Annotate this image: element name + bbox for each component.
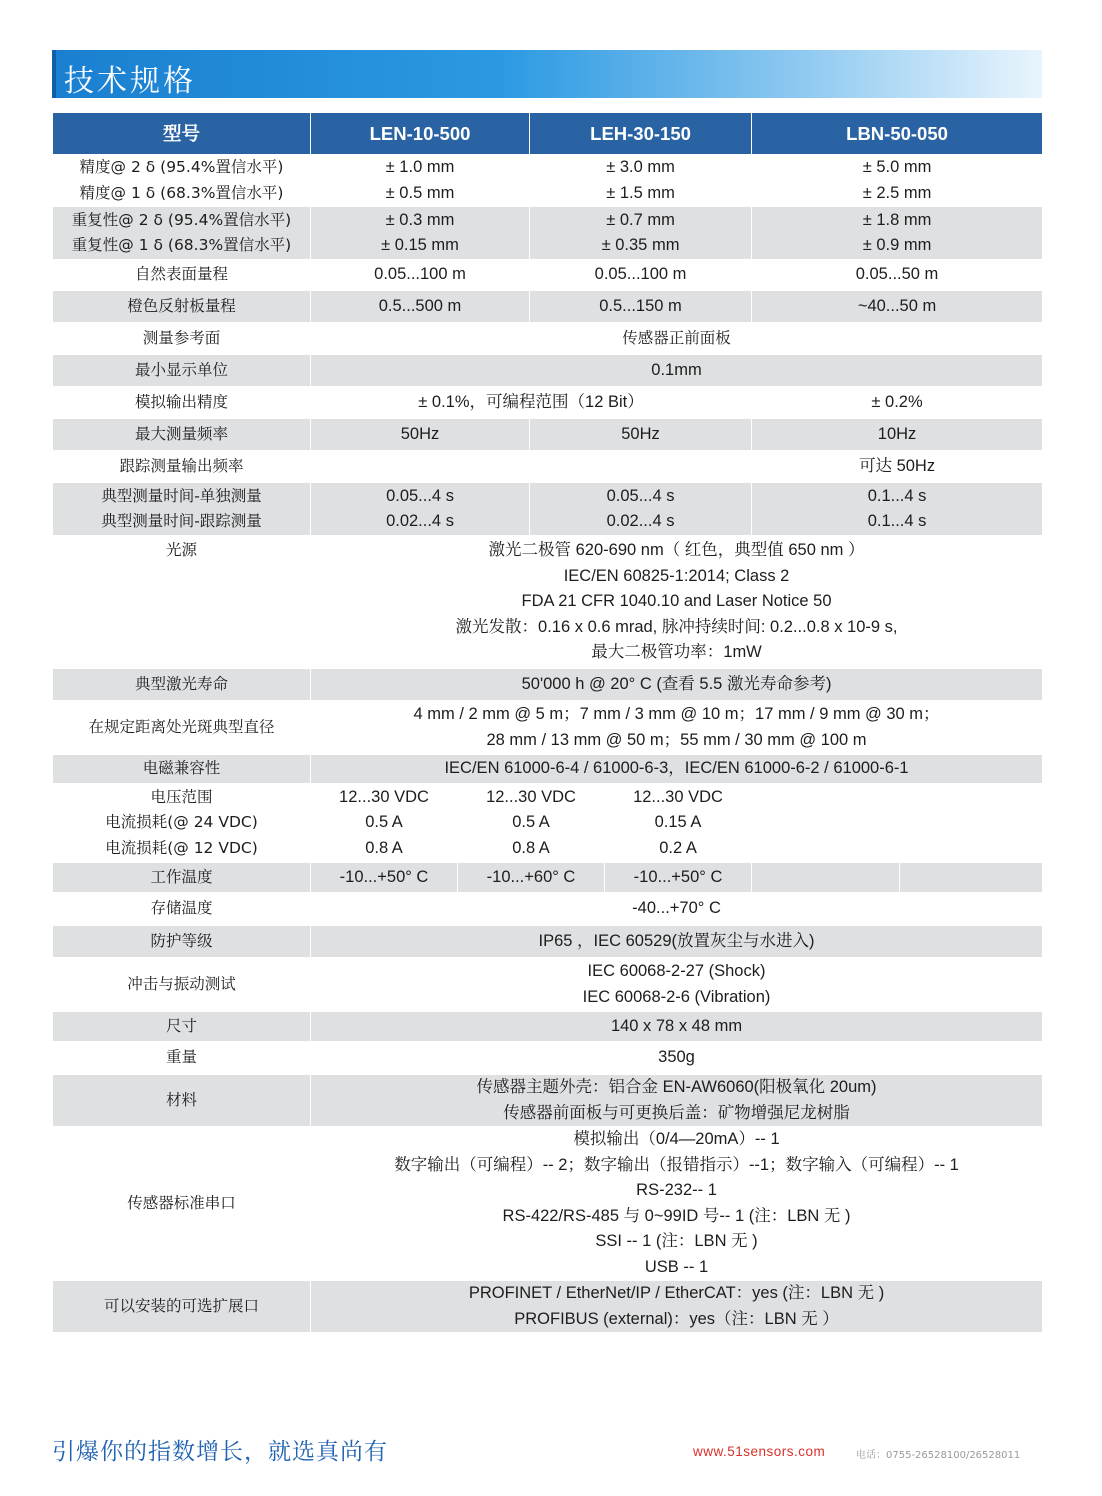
- row-label: 尺寸: [53, 1012, 311, 1042]
- cell-model-1: ± 0.3 mm ± 0.15 mm: [311, 207, 530, 260]
- cell-empty: [752, 784, 900, 863]
- row-label: 典型测量时间-单独测量 典型测量时间-跟踪测量: [53, 483, 311, 536]
- row-dimensions: [53, 1012, 1043, 1042]
- row-label: 光源: [53, 536, 311, 669]
- cell-all-models: 50'000 h @ 20° C (查看 5.5 激光寿命参考): [311, 669, 1043, 701]
- cell-all-models: 传感器主题外壳：铝合金 EN-AW6060(阳极氧化 20um) 传感器前面板与可更换后盖：矿物增强尼龙树脂: [311, 1075, 1043, 1127]
- row-label: 最大测量频率: [53, 419, 311, 451]
- cell-model-1: 0.05...4 s 0.02...4 s: [311, 483, 530, 536]
- row-label: 电压范围 电流损耗(@ 24 VDC) 电流损耗(@ 12 VDC): [53, 784, 311, 863]
- row-light-source: [53, 536, 1043, 669]
- cell-model-1: 12...30 VDC 0.5 A 0.8 A: [311, 784, 458, 863]
- section-title: 技术规格: [64, 64, 196, 99]
- row-expansion: [53, 1281, 1043, 1333]
- row-analog-accuracy: [53, 387, 1043, 419]
- cell-all-models: 4 mm / 2 mm @ 5 m；7 mm / 3 mm @ 10 m；17 mm / 9 mm @ 30 m； 28 mm / 13 mm @ 50 m；55 mm / 30 mm @ 100 m: [311, 701, 1043, 755]
- row-natural-range: [53, 260, 1043, 291]
- section-title-bar: [52, 50, 1042, 98]
- cell-all-models: 模拟输出（0/4—20mA）-- 1 数字输出（可编程）-- 2；数字输出（报错指示）--1；数字输入（可编程）-- 1 RS-232-- 1 RS-422/RS-485 与 0~99ID 号-- 1 (注：LBN 无 ) SSI -- 1 (注：LBN 无 ) USB -- 1: [311, 1127, 1043, 1281]
- row-label: 材料: [53, 1075, 311, 1127]
- cell-model-2: ± 0.7 mm ± 0.35 mm: [530, 207, 752, 260]
- row-label: 精度@ 2 δ (95.4%置信水平) 精度@ 1 δ (68.3%置信水平): [53, 155, 311, 207]
- cell-model-1: -10...+50° C: [311, 863, 458, 893]
- cell-model-3: 0.05...50 m: [752, 260, 1043, 291]
- row-label: 重量: [53, 1042, 311, 1075]
- footer-phone: 电话：0755-26528100/26528011: [856, 1450, 1021, 1461]
- cell-all-models: 140 x 78 x 48 mm: [311, 1012, 1043, 1042]
- cell-all-models: IEC 60068-2-27 (Shock) IEC 60068-2-6 (Vibration): [311, 958, 1043, 1012]
- row-reflector-range: [53, 291, 1043, 323]
- cell-model-2: ± 3.0 mm ± 1.5 mm: [530, 155, 752, 207]
- cell-all-models: -40...+70° C: [311, 893, 1043, 926]
- row-min-display: [53, 355, 1043, 387]
- cell-model-3: ± 0.2%: [752, 387, 1043, 419]
- row-power: [53, 784, 1043, 863]
- footer-slogan: 引爆你的指数增长，就选真尚有: [52, 1439, 388, 1465]
- row-spot-diameter: [53, 701, 1043, 755]
- cell-model-3: ± 5.0 mm ± 2.5 mm: [752, 155, 1043, 207]
- row-label: 典型激光寿命: [53, 669, 311, 701]
- cell-all-models: 350g: [311, 1042, 1043, 1075]
- cell-model-1: ± 1.0 mm ± 0.5 mm: [311, 155, 530, 207]
- cell-empty: [900, 863, 1043, 893]
- cell-model-3: 可达 50Hz: [752, 451, 1043, 483]
- cell-model-3: ~40...50 m: [752, 291, 1043, 323]
- cell-all-models: PROFINET / EtherNet/IP / EtherCAT：yes (注：LBN 无 ) PROFIBUS (external)：yes（注：LBN 无 ）: [311, 1281, 1043, 1333]
- row-operating-temp: [53, 863, 1043, 893]
- cell-empty: [900, 784, 1043, 863]
- cell-model-3: 0.1...4 s 0.1...4 s: [752, 483, 1043, 536]
- header-model-3: LBN-50-050: [752, 113, 1043, 155]
- row-label: 测量参考面: [53, 323, 311, 355]
- row-measure-time: [53, 483, 1043, 536]
- cell-model-2: 0.05...4 s 0.02...4 s: [530, 483, 752, 536]
- row-label: 传感器标准串口: [53, 1127, 311, 1281]
- header-model-label: 型号: [53, 113, 311, 155]
- cell-model-2: 0.05...100 m: [530, 260, 752, 291]
- row-label: 最小显示单位: [53, 355, 311, 387]
- row-label: 重复性@ 2 δ (95.4%置信水平) 重复性@ 1 δ (68.3%置信水平): [53, 207, 311, 260]
- row-label: 橙色反射板量程: [53, 291, 311, 323]
- row-label: 自然表面量程: [53, 260, 311, 291]
- cell-model-1: 50Hz: [311, 419, 530, 451]
- header-model-1: LEN-10-500: [311, 113, 530, 155]
- table-header-row: [53, 113, 1043, 155]
- row-max-frequency: [53, 419, 1043, 451]
- cell-all-models: 传感器正前面板: [311, 323, 1043, 355]
- row-label: 模拟输出精度: [53, 387, 311, 419]
- row-emc: [53, 755, 1043, 784]
- row-label: 跟踪测量输出频率: [53, 451, 311, 483]
- row-laser-life: [53, 669, 1043, 701]
- cell-model-3: 10Hz: [752, 419, 1043, 451]
- row-shock: [53, 958, 1043, 1012]
- row-storage-temp: [53, 893, 1043, 926]
- cell-model-3: -10...+50° C: [605, 863, 752, 893]
- row-tracking-frequency: [53, 451, 1043, 483]
- row-label: 可以安装的可选扩展口: [53, 1281, 311, 1333]
- row-label: 在规定距离处光斑典型直径: [53, 701, 311, 755]
- cell-model-2: 0.5...150 m: [530, 291, 752, 323]
- cell-empty: [752, 863, 900, 893]
- header-model-2: LEH-30-150: [530, 113, 752, 155]
- cell-model-2: 12...30 VDC 0.5 A 0.8 A: [458, 784, 605, 863]
- cell-model-3: 12...30 VDC 0.15 A 0.2 A: [605, 784, 752, 863]
- cell-model-1: 0.05...100 m: [311, 260, 530, 291]
- row-label: 电磁兼容性: [53, 755, 311, 784]
- row-label: 工作温度: [53, 863, 311, 893]
- row-protection: [53, 926, 1043, 958]
- row-label: 冲击与振动测试: [53, 958, 311, 1012]
- row-material: [53, 1075, 1043, 1127]
- cell-model-2: 50Hz: [530, 419, 752, 451]
- spec-table: [52, 112, 1043, 1333]
- row-accuracy: [53, 155, 1043, 207]
- footer-website-link[interactable]: www.51sensors.com: [693, 1444, 826, 1459]
- cell-model-1-2: [311, 451, 752, 483]
- cell-all-models: 激光二极管 620-690 nm（ 红色，典型值 650 nm ） IEC/EN 60825-1:2014; Class 2 FDA 21 CFR 1040.10 and Laser Notice 50 激光发散：0.16 x 0.6 mrad, 脉冲持续时间: 0.2...0.8 x 10-9 s, 最大二极管功率：1mW: [311, 536, 1043, 669]
- row-label: 存储温度: [53, 893, 311, 926]
- cell-all-models: IEC/EN 61000-6-4 / 61000-6-3，IEC/EN 61000-6-2 / 61000-6-1: [311, 755, 1043, 784]
- row-reference-plane: [53, 323, 1043, 355]
- row-weight: [53, 1042, 1043, 1075]
- cell-all-models: 0.1mm: [311, 355, 1043, 387]
- cell-model-2: -10...+60° C: [458, 863, 605, 893]
- cell-model-3: ± 1.8 mm ± 0.9 mm: [752, 207, 1043, 260]
- cell-model-1-2: ± 0.1%，可编程范围（12 Bit）: [311, 387, 752, 419]
- row-interfaces: [53, 1127, 1043, 1281]
- cell-model-1: 0.5...500 m: [311, 291, 530, 323]
- cell-all-models: IP65 ，IEC 60529(放置灰尘与水进入): [311, 926, 1043, 958]
- row-repeatability: [53, 207, 1043, 260]
- row-label: 防护等级: [53, 926, 311, 958]
